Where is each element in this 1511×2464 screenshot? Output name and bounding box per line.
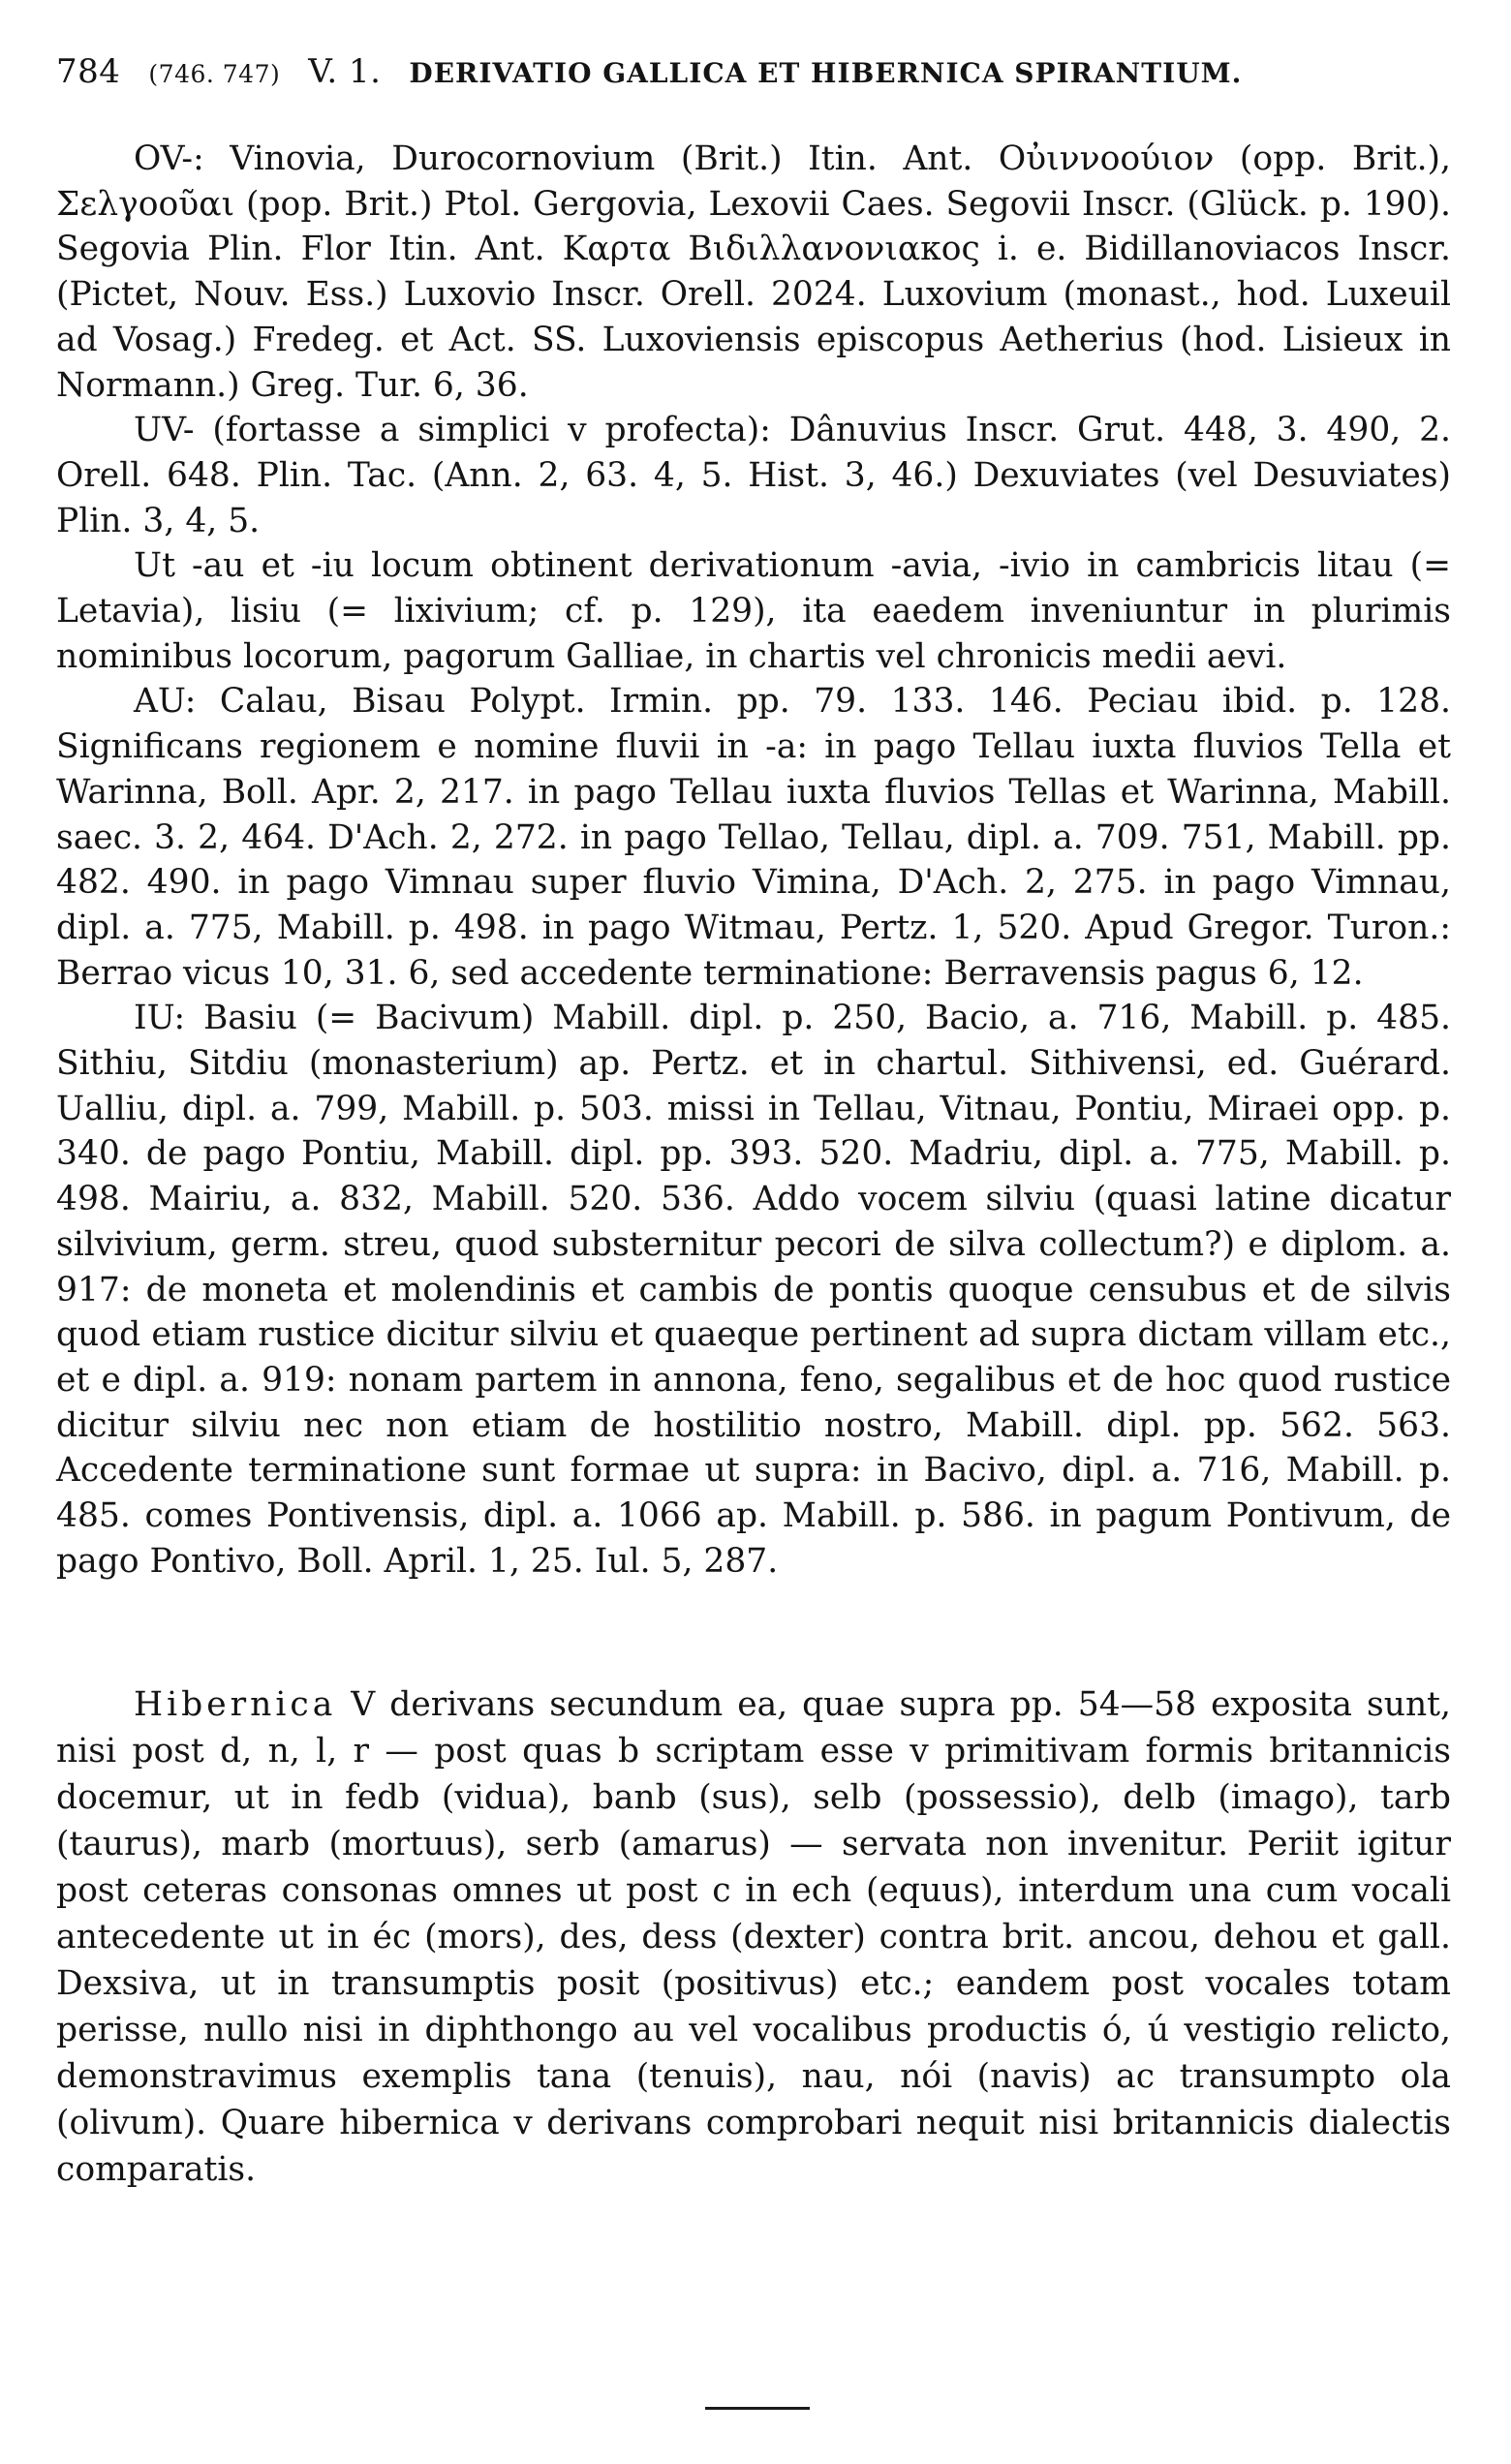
hibernica-section <box>56 1681 1451 2193</box>
hibernica-body: V derivans secundum ea, quae supra pp. 54—58 exposita sunt, nisi post d, n, l, r — post quas b scriptam esse v primitivam formis britannicis docemur, ut in fedb (vidua), banb (sus), selb (possessio), delb (imago), tarb (taurus), marb (mortuus), serb (amarus) — servata non invenitur. Periit igitur post ceteras consonas omnes ut post c in ech (equus), interdum una cum vocali antecedente ut in éc (mors), des, dess (dexter) contra brit. ancou, dehou et gall. Dexsiva, ut in transumptis posit (positivus) etc.; eandem post vocales totam perisse, nullo nisi in diphthongo au vel vocalibus productis ó, ú vestigio relicto, demonstravimus exemplis tana (tenuis), nau, nói (navis) ac transumpto ola (olivum). Quare hibernica v derivans comprobari nequit nisi britannicis dialectis comparatis. <box>56 1684 1451 2189</box>
volume-reference: V. 1. <box>308 52 382 91</box>
paragraph-ov: OV-: Vinovia, Durocornovium (Brit.) Itin. Ant. Οὐιννοούιον (opp. Brit.), Σελγοοῦαι (pop. Brit.) Ptol. Gergovia, Lexovii Caes. Segovii Inscr. (Glück. p. 190). Segovia Plin. Flor Itin. Ant. Καρτα Βιδιλλανονιακος i. e. Bidillanoviacos Inscr. (Pictet, Nouv. Ess.) Luxovio Inscr. Orell. 2024. Luxovium (monast., hod. Luxeuil ad Vosag.) Fredeg. et Act. SS. Luxoviensis episcopus Aetherius (hod. Lisieux in Normann.) Greg. Tur. 6, 36. <box>56 139 1451 405</box>
paragraph-iu: IU: Basiu (= Bacivum) Mabill. dipl. p. 250, Bacio, a. 716, Mabill. p. 485. Sithiu, Sitdiu (monasterium) ap. Pertz. et in chartul. Sithivensi, ed. Guérard. Ualliu, dipl. a. 799, Mabill. p. 503. missi in Tellau, Vitnau, Pontiu, Miraei opp. p. 340. de pago Pontiu, Mabill. dipl. pp. 393. 520. Madriu, dipl. a. 775, Mabill. p. 498. Mairiu, a. 832, Mabill. 520. 536. Addo vocem silviu (quasi latine dicatur silvivium, germ. streu, quod substernitur pecori de silva collectum?) e diplom. a. 917: de moneta et molendinis et cambis de pontis quoque censubus et de silvis quod etiam rustice dicitur silviu et quaeque pertinent ad supra dictam villam etc., et e dipl. a. 919: nonam partem in annona, feno, segalibus et de hoc quod rustice dicitur silviu nec non etiam de hostilitio nostro, Mabill. dipl. pp. 562. 563. Accedente terminatione sunt formae ut supra: in Bacivo, dipl. a. 716, Mabill. p. 485. comes Pontivensis, dipl. a. 1066 ap. Mabill. p. 586. in pagum Pontivum, de pago Pontivo, Boll. April. 1, 25. Iul. 5, 287. <box>56 999 1451 1581</box>
page <box>56 52 1451 2193</box>
paragraph-au: AU: Calau, Bisau Polypt. Irmin. pp. 79. 133. 146. Peciau ibid. p. 128. Significans regionem e nomine fluvii in -a: in pago Tellau iuxta fluvios Tella et Warinna, Boll. Apr. 2, 217. in pago Tellau iuxta fluvios Tellas et Warinna, Mabill. saec. 3. 2, 464. D'Ach. 2, 272. in pago Tellao, Tellau, dipl. a. 709. 751, Mabill. pp. 482. 490. in pago Vimnau super fluvio Vimina, D'Ach. 2, 275. in pago Vimnau, dipl. a. 775, Mabill. p. 498. in pago Witmau, Pertz. 1, 520. Apud Gregor. Turon.: Berrao vicus 10, 31. 6, sed accedente terminatione: Berravensis pagus 6, 12. <box>56 682 1451 993</box>
paragraph-au-iu-intro: Ut -au et -iu locum obtinent derivationum -avia, -ivio in cambricis litau (= Letavia), lisiu (= lixivium; cf. p. 129), ita eaedem inveniuntur in plurimis nominibus locorum, pagorum Galliae, in chartis vel chronicis medii aevi. <box>56 546 1451 676</box>
section-gap <box>56 1585 1451 1681</box>
column-reference: (746. 747) <box>148 60 281 88</box>
hibernica-paragraph <box>56 1681 1451 2193</box>
closing-rule <box>705 2407 810 2410</box>
paragraph-uv: UV- (fortasse a simplici v profecta): Dânuvius Inscr. Grut. 448, 3. 490, 2. Orell. 648. Plin. Tac. (Ann. 2, 63. 4, 5. Hist. 3, 46.) Dexuviates (vel Desuviates) Plin. 3, 4, 5. <box>56 411 1451 540</box>
running-title: DERIVATIO GALLICA ET HIBERNICA SPIRANTIUM. <box>409 57 1243 89</box>
running-head <box>56 52 1451 94</box>
main-text <box>56 137 1451 1585</box>
page-number: 784 <box>56 52 121 91</box>
hibernica-lead: Hibernica <box>134 1684 337 1724</box>
